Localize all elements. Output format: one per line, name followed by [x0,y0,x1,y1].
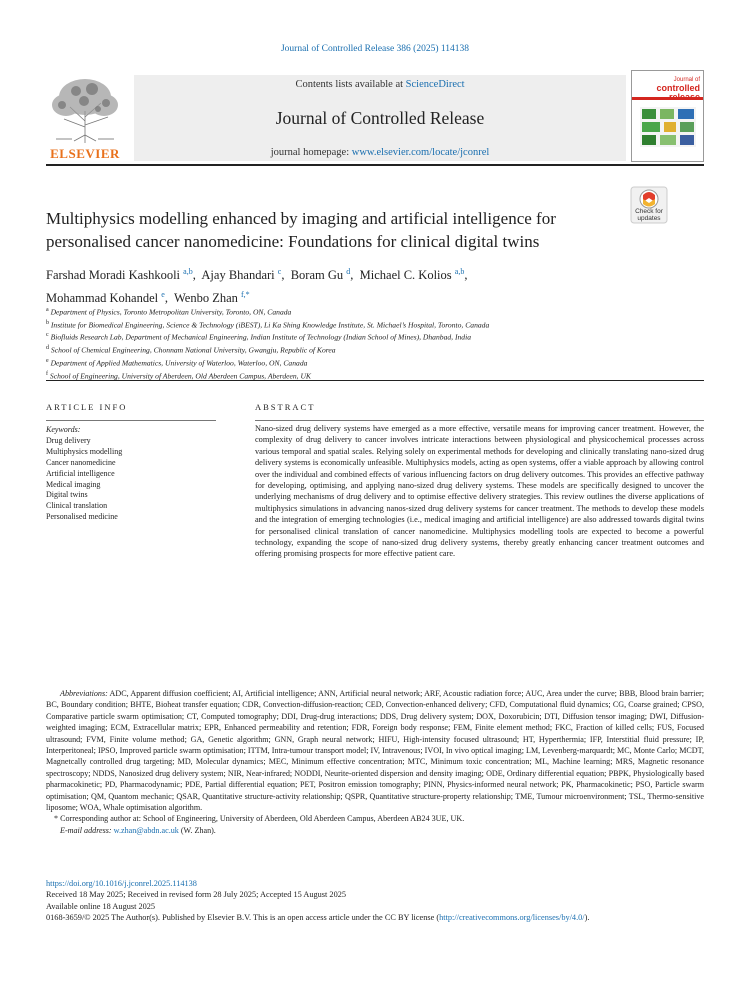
homepage-line [134,147,626,158]
author-name[interactable]: Wenbo Zhan [173,291,238,306]
affiliation [46,343,706,356]
journal-cover-thumbnail[interactable] [631,70,704,162]
abstract-rule [255,420,704,421]
contents-prefix: Contents lists available at [295,79,406,90]
author-affiliation-marker[interactable]: a,b [454,267,465,276]
author-affiliation-marker[interactable]: c [277,267,282,276]
author[interactable] [359,267,468,283]
contents-line [134,79,626,90]
corresponding-mark: * [54,814,59,824]
keyword[interactable]: Cancer nanomedicine [46,457,116,467]
cover-stripe [632,97,704,100]
keyword[interactable]: Artificial intelligence [46,468,115,478]
crossmark-line: updates [637,215,661,222]
author-affiliation-marker[interactable]: e [161,290,165,300]
author[interactable] [174,291,250,305]
author[interactable] [291,268,351,282]
affiliation-key: f [46,370,48,377]
abbreviations-label: Abbreviations: [60,689,108,698]
author-list [46,262,686,308]
journal-name[interactable]: Journal of Controlled Release [275,108,485,128]
abstract-heading: ABSTRACT [255,402,316,412]
keyword[interactable]: Personalised medicine [46,512,118,522]
keywords-label: Keywords: [46,425,81,434]
author-separator: , [281,268,288,283]
author-affiliation-marker[interactable]: a,b [183,267,193,276]
cover-title-line: controlled [656,83,700,93]
affiliation-text: Department of Physics, Toronto Metropolitan University, Toronto, ON, Canada [50,307,292,317]
keywords-list [46,425,216,523]
corresponding-text: Corresponding author at: School of Engineering, University of Aberdeen, Old Aberdeen Campus, Aberdeen AB24 3UE, UK. [60,814,465,824]
affiliation-text: School of Engineering, University of Aberdeen, Old Aberdeen Campus, Aberdeen, UK [49,371,311,381]
author-name[interactable]: Boram Gu [290,268,344,283]
keyword[interactable]: Digital twins [46,490,88,500]
abbreviations-text: ADC, Apparent diffusion coefficient; AI, Artificial intelligence; ANN, Artificial neural network; ARF, Acoustic radiation force; AUC, Area under the curve; BBB, Blood brain barrier; BC, Boundary condition; BHTE, Bioheat transfer equation; CDR, Convection-diffusion-reaction; CED, Convection-enhanced delivery; CFD, Computational fluid dynamics; CG, Coarse grained; CPSO, Comparative particle swarm optimisation; CT, Computed tomography; DDI, Drug-drug interactions; DDS, Drug delivery system; DOX, Doxorubicin; DTI, Diffusion tensor imaging; DWI, Diffusion-weighted imaging; ECM, Extracellular matrix; EPR, Enhanced permeability and retention; FDR, Foreign body response; FEM, Finite element method; FKC, Fraction of killed cells; FUS, Focused ultrasound; FVM, Finite volume method; GA, Genetic algorithm; GNN, Graph neural network; HIFU, High-intensity focused ultrasound; HT, Hyperthermia; IFP, Interstitial fluid pressure; IP, Interperitoneal; IPSO, Improved particle swarm optimisation; ITTM, Intra-tumour transport model; IV, Intravenous; IVOI, In vivo optical imaging; LM, Levenberg-marquardt; MC, Monte Carlo; MCDT, Magnetcally controlled drug targeting; MD, Molecular dynamics; MEC, Minimum effective concentration; MTC, Minimum toxic concentration; ML, Machine learning; MRS, Magnetic resonance spectroscopy; NDDS, Nanosized drug delivery system; NIR, Near-infrared; NODDI, Neurite-oriented dispersion and density imaging; ODE, Ordinary differential equation; PBPK, Physiologically based pharmacokinetic; PD, Pharmacodynamic; PDE, Partial differential equation; PET, Positron emission tomography; PINN, Physics-informed neural network; PK, Pharmacokinetic; PSO, Particle swarm optimisation; QM, Quantom mechanic; QSAR, Quantitative structure-activity relationship; QSPR, Quantitative structure-property relationship; TME, Tumour microenvironment; TSL, Thermo-sensitive liposome; WOA, Whale optimisation algorithm. [46,689,705,813]
license-statement [46,912,716,923]
license-prefix: 0168-3659/© 2025 The Author(s). Published by Elsevier B.V. This is an open access article under the CC BY license ( [46,913,440,923]
author-name[interactable]: Mohammad Kohandel [46,291,159,306]
journal-homepage-link[interactable]: www.elsevier.com/locate/jconrel [351,147,490,158]
article-info-heading: ARTICLE INFO [46,402,128,412]
author-separator: , [464,268,468,283]
affiliation-text: Biofluids Research Lab, Department of Mechanical Engineering, Indian Institute of Technology (Indian School of Mines), Dhanbad, India [50,333,471,342]
author-name[interactable]: Ajay Bhandari [201,268,275,283]
available-online-date: Available online 18 August 2025 [46,901,156,911]
affiliation-text: Institute for Biomedical Engineering, Science & Technology (iBEST), Li Ka Shing Knowledge Institute, St. Michael’s Hospital, Toronto, Canada [50,320,490,330]
keyword[interactable]: Medical imaging [46,479,101,489]
author-affiliation-marker[interactable]: f,* [241,290,250,300]
affiliation [46,318,706,331]
journal-masthead [46,73,704,161]
cover-title-line: Journal of [673,77,700,83]
section-divider [46,380,704,381]
affiliation-key: b [46,319,49,326]
email-label: E-mail address: [60,825,112,835]
doi-link[interactable]: https://doi.org/10.1016/j.jconrel.2025.114138 [46,879,197,888]
keyword[interactable]: Clinical translation [46,501,108,511]
masthead-rule [46,164,704,166]
crossmark-label[interactable] [624,208,674,222]
keyword[interactable]: Drug delivery [46,435,91,445]
masthead-banner [134,75,626,161]
author[interactable] [201,268,281,282]
affiliation [46,356,706,369]
author-name[interactable]: Farshad Moradi Kashkooli [46,268,181,283]
article-title: Multiphysics modelling enhanced by imaging and artificial intelligence for personalised cancer nanomedicine: Foundations for clinical digital twins [46,209,556,251]
keyword[interactable]: Multiphysics modelling [46,446,123,456]
author-affiliation-marker[interactable]: d [346,267,351,276]
abbreviations-footnote [46,688,704,813]
license-link[interactable]: http://creativecommons.org/licenses/by/4.0/ [439,913,585,923]
email-footnote [46,825,704,836]
article-info-rule [46,420,216,421]
affiliation-text: Department of Applied Mathematics, University of Waterloo, Waterloo, ON, Canada [50,358,308,368]
sciencedirect-link[interactable]: ScienceDirect [405,79,465,90]
journal-citation[interactable]: Journal of Controlled Release 386 (2025) 114138 [280,44,470,54]
affiliation-key: c [46,332,49,339]
affiliation-key: a [46,307,49,313]
crossmark-line: Check for [635,208,663,215]
license-suffix: ). [584,913,590,923]
affiliation [46,330,706,343]
email-link[interactable]: w.zhan@abdn.ac.uk [113,825,179,835]
affiliation-key: d [46,345,49,352]
author[interactable] [46,268,193,282]
corresponding-author-footnote [46,813,704,824]
author-separator: , [192,268,199,283]
author-separator: , [164,291,172,306]
received-dates: Received 18 May 2025; Received in revised form 28 July 2025; Accepted 15 August 2025 [46,890,347,900]
email-suffix: (W. Zhan). [180,825,216,835]
abstract-body: Nano-sized drug delivery systems have emerged as a more effective, versatile means for improving cancer treatment. However, the complexity of drug delivery to cancer involves intricate interactions between physiological and physicochemical processes across various temporal and spatial scales. Relying solely on experimental methods for developing and clinically translating nano-sized drug delivery systems is economically unfeasible. Multiphysics models, acting as open systems, offer a viable approach by allowing control over the individual and combined effects of various influencing factors on drug delivery outcomes. This provides an effective pathway for developing, optimising, and applying nano-sized drug delivery systems. These models are specifically designed to uncover the underlying mechanisms of drug delivery and to optimise effective delivery strategies. This review outlines the diverse applications of multiphysics simulations in advancing nanos-sized drug delivery systems for cancer treatment. The methods to develop these models and the integration of emerging technologies (i.e., medical imaging and artificial intelligence) are also addressed towards digital twins for personalised clinical translation of cancer nanomedicine. Multiphysics modelling tools are expected to become a powerful technology, expanding the scope of nano-sized drug delivery systems, thereby greatly enhancing cancer treatment outcomes and offering promising prospects for more effective patient care. [255,424,704,559]
affiliation-key: e [46,357,49,364]
affiliation-text: School of Chemical Engineering, Chonnam National University, Gwangju, Republic of Korea [50,345,336,355]
affiliation [46,305,706,318]
footnotes [46,688,704,836]
author-separator: , [350,268,357,283]
homepage-prefix: journal homepage: [270,147,352,158]
author[interactable] [46,291,165,305]
elsevier-wordmark[interactable]: ELSEVIER [50,146,120,161]
affiliations-list [46,305,706,381]
cover-artwork [640,107,696,147]
publication-info [46,878,716,924]
author-name[interactable]: Michael C. Kolios [359,268,452,283]
